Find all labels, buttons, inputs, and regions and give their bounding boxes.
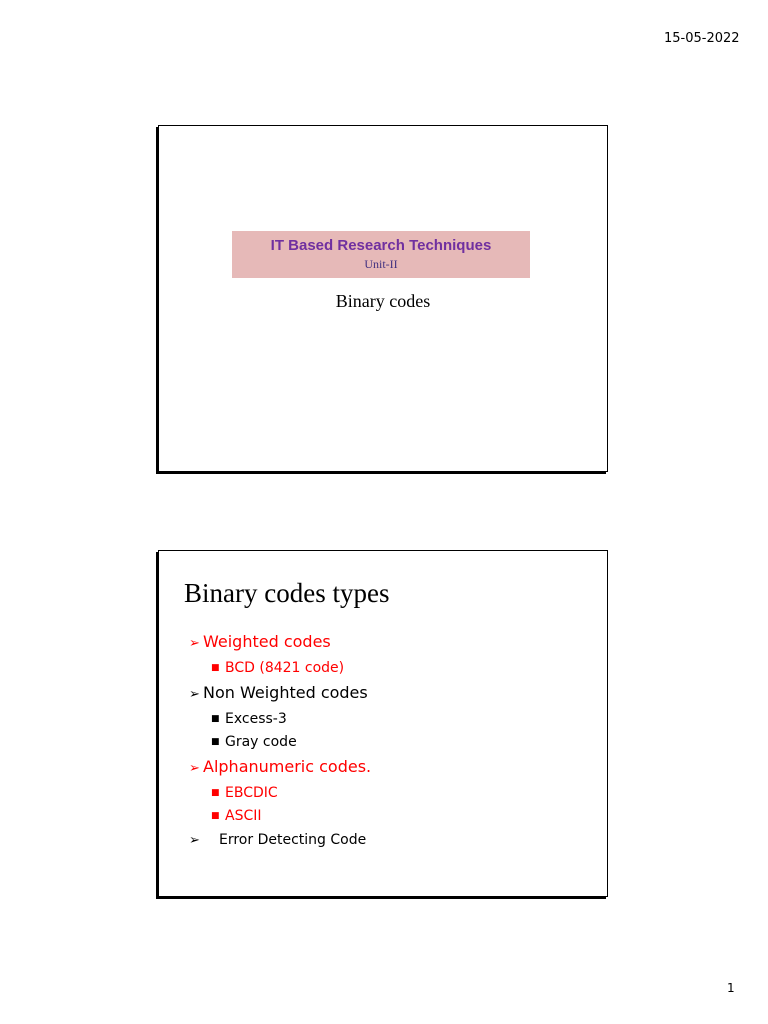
arrow-bullet-icon: ➢ — [189, 687, 200, 702]
bullet-list — [189, 629, 371, 853]
page-number: 1 — [727, 981, 735, 995]
square-bullet-icon: ■ — [211, 811, 220, 821]
slide-heading: Binary codes types — [184, 578, 390, 608]
arrow-bullet-icon: ➢ — [189, 761, 200, 776]
unit-label: Unit-II — [364, 257, 398, 271]
list-item: ➢ Non Weighted codes — [189, 680, 371, 708]
square-bullet-icon: ■ — [211, 788, 220, 798]
slide-title — [158, 125, 608, 472]
arrow-bullet-icon: ➢ — [189, 833, 200, 848]
list-item: ➢ Weighted codes — [189, 629, 371, 657]
square-bullet-icon: ■ — [211, 714, 220, 724]
list-subitem: ■ Excess-3 — [189, 708, 371, 731]
list-subitem: ■ EBCDIC — [189, 782, 371, 805]
page-date: 15-05-2022 — [664, 31, 740, 46]
list-item: ➢ Error Detecting Code — [189, 828, 371, 853]
slide-subtitle: Binary codes — [335, 291, 431, 311]
list-item: ➢ Alphanumeric codes. — [189, 754, 371, 782]
square-bullet-icon: ■ — [211, 663, 220, 673]
slide-binary-codes-types — [158, 550, 608, 897]
list-subitem: ■ Gray code — [189, 731, 371, 754]
list-subitem: ■ BCD (8421 code) — [189, 657, 371, 680]
list-subitem: ■ ASCII — [189, 805, 371, 828]
square-bullet-icon: ■ — [211, 737, 220, 747]
course-title: IT Based Research Techniques — [270, 237, 492, 254]
arrow-bullet-icon: ➢ — [189, 636, 200, 651]
title-banner — [232, 231, 530, 278]
